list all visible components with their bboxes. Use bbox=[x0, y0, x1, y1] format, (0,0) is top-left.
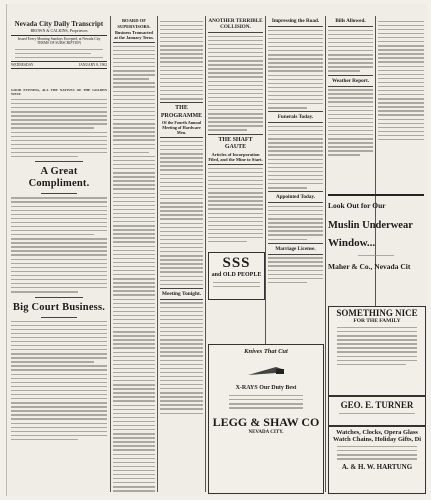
masthead bbox=[11, 22, 107, 70]
headline-shaft-gaute: THE SHAFT GAUTE bbox=[218, 136, 253, 151]
publisher-line: BROWN & CALKINS, Proprietors bbox=[30, 28, 88, 33]
sss-logo: SSS bbox=[222, 255, 251, 271]
column-5 bbox=[268, 18, 323, 342]
headline-bills-allowed: Bills Allowed. bbox=[335, 18, 366, 24]
newspaper-page bbox=[6, 4, 426, 496]
terms-heading: TERMS OF SUBSCRIPTION bbox=[37, 41, 81, 46]
knife-icon bbox=[246, 361, 286, 383]
newspaper-title: Nevada City Daily Transcript bbox=[14, 21, 104, 28]
turner-name: GEO. E. TURNER bbox=[340, 400, 414, 410]
column-7 bbox=[378, 18, 424, 188]
headline-great-compliment: A Great Compliment. bbox=[28, 166, 90, 190]
column-3 bbox=[160, 18, 203, 492]
date-label: WEDNESDAY bbox=[11, 62, 34, 67]
headline-meeting-tonight: Meeting Tonight. bbox=[161, 290, 202, 297]
store-city: NEVADA CITY. bbox=[248, 429, 284, 435]
rates-line: Issued Every Morning Sundays Excepted, at Nevada City bbox=[17, 37, 101, 41]
headline-funerals-today: Funerals Today. bbox=[277, 114, 314, 121]
sss-advertisement bbox=[208, 252, 265, 300]
chains-line: Watch Chains, Holiday Gifts, Di bbox=[332, 436, 422, 443]
muslin-underwear-line: Muslin Underwear bbox=[328, 220, 413, 231]
column-rule bbox=[157, 16, 158, 492]
headline-weather-report: Weather Report. bbox=[331, 77, 370, 84]
legg-shaw-advertisement bbox=[208, 344, 324, 494]
for-family-line: FOR THE FAMILY bbox=[353, 318, 401, 324]
watches-line: Watches, Clocks, Opera Glass bbox=[336, 429, 418, 436]
maher-line: Maher & Co., Nevada Cit bbox=[328, 262, 411, 272]
something-nice-heading: SOMETHING NICE bbox=[336, 308, 418, 318]
column-1 bbox=[11, 88, 107, 492]
sss-tagline: and OLD PEOPLE bbox=[211, 272, 262, 278]
column-2 bbox=[113, 18, 155, 492]
knives-headline: Knives That Cut bbox=[244, 348, 288, 355]
lead-paragraph: GOOD EVENING, ALL THE NATIVES OF THE GOLDEN WEST. bbox=[11, 88, 107, 97]
column-6 bbox=[328, 18, 373, 188]
store-name: LEGG & SHAW CO bbox=[212, 414, 320, 429]
date-value: JANUARY 8, 1902 bbox=[78, 62, 107, 67]
turner-advertisement bbox=[328, 396, 426, 426]
headline-big-court-business: Big Court Business. bbox=[12, 301, 106, 313]
something-nice-advertisement bbox=[328, 306, 426, 396]
hartung-advertisement bbox=[328, 426, 426, 494]
headline-terrible-collision: ANOTHER TERRIBLE COLLISION. bbox=[208, 18, 263, 30]
headline-appointed-today: Appointed Today. bbox=[275, 194, 316, 201]
subheadline-board: Business Transacted at the January Term. bbox=[114, 30, 154, 40]
column-rule bbox=[205, 16, 206, 492]
xrays-brand: X-RAYS Our Duty Best bbox=[235, 385, 297, 391]
headline-programme: THE PROGRAMME bbox=[160, 105, 203, 119]
headline-impressing-road: Impressing the Road. bbox=[271, 18, 320, 24]
muslin-underwear-advertisement bbox=[328, 194, 424, 304]
look-out-line: Look Out for Our bbox=[328, 201, 386, 210]
subheadline-programme: Of the Fourth Annual Meeting of Hardware Men. bbox=[162, 120, 201, 136]
headline-board-supervisors: BOARD OF SUPERVISORS. bbox=[117, 18, 151, 29]
column-rule bbox=[325, 16, 326, 492]
column-rule bbox=[110, 16, 111, 492]
subheadline-shaft: Articles of Incorporation Filed, and the Mine to Start. bbox=[208, 151, 263, 162]
window-line: Window... bbox=[328, 237, 376, 249]
hartung-name: A. & H. W. HARTUNG bbox=[341, 462, 413, 471]
headline-marriage-license: Marriage License. bbox=[275, 245, 316, 252]
